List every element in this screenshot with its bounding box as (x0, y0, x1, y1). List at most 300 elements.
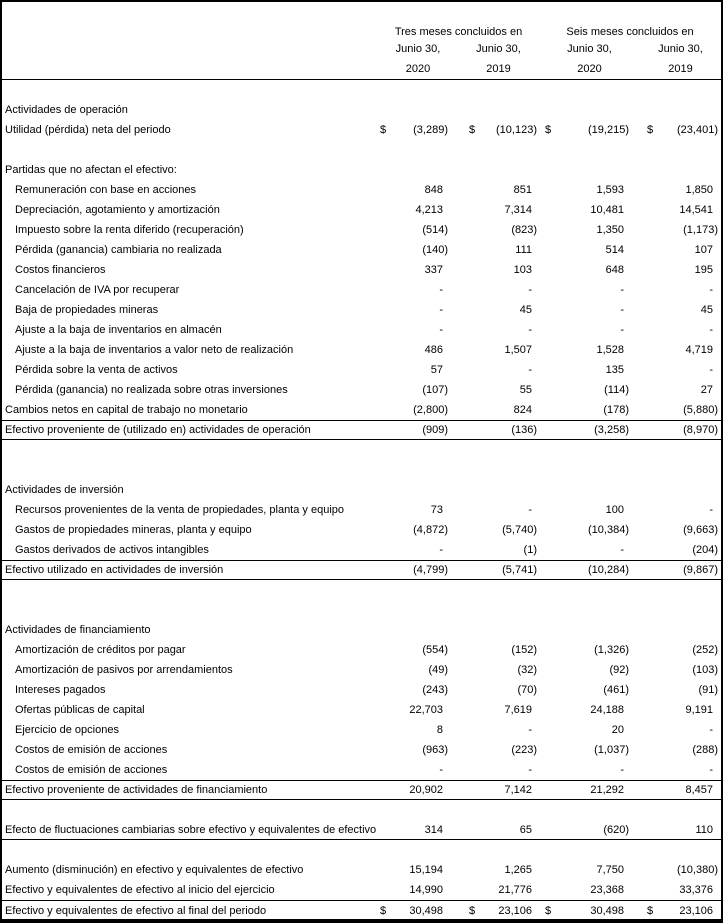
cell-value: - (709, 324, 713, 336)
cell-value: 21,292 (590, 784, 624, 796)
currency-symbol: $ (469, 904, 476, 917)
cell-value: (1,173) (683, 224, 718, 236)
row-label: Efectivo utilizado en actividades de inversión (5, 564, 224, 576)
cell-value: (243) (422, 684, 448, 696)
value-cell (632, 740, 721, 760)
row-label: Costos financieros (15, 264, 106, 276)
cell-value: (32) (517, 664, 537, 676)
cell-value: 314 (424, 823, 443, 836)
value-cell (539, 380, 632, 400)
column-year-4: 2019 (668, 63, 693, 75)
cell-value: (9,867) (683, 564, 718, 576)
row-label: Costos de emisión de acciones (15, 744, 168, 756)
cell-value: 1,593 (596, 184, 624, 196)
value-cell (632, 860, 721, 880)
row-label: Ofertas públicas de capital (15, 704, 145, 716)
table-row (2, 520, 721, 540)
cell-value: 7,314 (504, 204, 532, 216)
table-row (2, 320, 721, 340)
cell-value: 103 (513, 264, 532, 276)
value-cell (450, 760, 539, 780)
table-row (2, 380, 721, 400)
value-cell (539, 220, 632, 240)
cell-value: (9,663) (683, 524, 718, 536)
row-label: Actividades de operación (5, 104, 128, 116)
value-cell (632, 561, 721, 579)
table-row (2, 120, 721, 140)
value-cell (539, 820, 632, 839)
spacer-row (2, 460, 721, 480)
cell-value: 23,106 (679, 904, 713, 917)
cell-value: 33,376 (679, 884, 713, 896)
cell-value: (10,123) (496, 124, 537, 136)
cell-value: 20 (611, 724, 624, 736)
cell-value: - (528, 284, 532, 296)
cell-value: - (528, 764, 532, 776)
cell-value: (152) (511, 644, 537, 656)
cell-value: (963) (422, 744, 448, 756)
value-cell (632, 360, 721, 380)
row-label: Pérdida (ganancia) no realizada sobre otras inversiones (15, 384, 288, 396)
cell-value: (103) (692, 664, 718, 676)
currency-symbol: $ (647, 904, 654, 917)
cell-value: (49) (428, 664, 448, 676)
cell-value: 7,750 (596, 864, 624, 876)
value-cell (632, 320, 721, 340)
cell-value: (5,741) (502, 564, 537, 576)
value-cell (632, 820, 721, 839)
table-row (2, 640, 721, 660)
column-date-row (2, 39, 721, 59)
value-cell (378, 720, 450, 740)
cell-value: 55 (519, 384, 532, 396)
cell-value: (10,384) (588, 524, 629, 536)
table-row (2, 860, 721, 880)
row-label: Partidas que no afectan el efectivo: (5, 164, 177, 176)
value-cell (378, 220, 450, 240)
cell-value: 135 (605, 364, 624, 376)
table-row (2, 500, 721, 520)
value-cell (539, 260, 632, 280)
total-row (2, 420, 721, 440)
currency-symbol: $ (469, 124, 476, 136)
value-cell (450, 540, 539, 560)
cell-value: - (439, 304, 443, 316)
value-cell (378, 280, 450, 300)
value-cell (632, 901, 721, 920)
cell-value: (620) (603, 823, 629, 836)
cell-value: (178) (603, 404, 629, 416)
value-cell (632, 240, 721, 260)
table-row (2, 260, 721, 280)
row-label: Gastos de propiedades mineras, planta y equipo (15, 524, 252, 536)
value-cell (632, 760, 721, 780)
cell-value: - (528, 504, 532, 516)
value-cell (450, 561, 539, 579)
table-row (2, 820, 721, 840)
value-cell (539, 880, 632, 900)
cell-value: 24,188 (590, 704, 624, 716)
value-cell (539, 740, 632, 760)
row-label: Efectivo proveniente de (utilizado en) actividades de operación (5, 424, 311, 436)
value-cell (450, 640, 539, 660)
cell-value: - (439, 284, 443, 296)
spacer-row (2, 580, 721, 600)
value-cell (632, 660, 721, 680)
value-cell (450, 180, 539, 200)
table-row (2, 400, 721, 420)
cell-value: (4,872) (413, 524, 448, 536)
cell-value: 57 (430, 364, 443, 376)
value-cell (378, 421, 450, 439)
spacer-row (2, 440, 721, 460)
cell-value: - (620, 544, 624, 556)
cell-value: (114) (604, 384, 629, 396)
value-cell (378, 740, 450, 760)
value-cell (378, 660, 450, 680)
value-cell (632, 300, 721, 320)
table-row (2, 280, 721, 300)
table-row (2, 540, 721, 560)
spacer-row (2, 140, 721, 160)
cell-value: 100 (605, 504, 624, 516)
value-cell (378, 200, 450, 220)
cell-value: 1,850 (685, 184, 713, 196)
cell-value: - (709, 504, 713, 516)
value-cell (539, 860, 632, 880)
cell-value: (1,326) (594, 644, 629, 656)
currency-symbol: $ (647, 124, 654, 136)
value-cell (378, 540, 450, 560)
cell-value: 1,528 (596, 344, 624, 356)
cell-value: 4,719 (685, 344, 713, 356)
section-header-row (2, 480, 721, 500)
total-row (2, 900, 721, 920)
value-cell (539, 421, 632, 439)
row-label: Depreciación, agotamiento y amortización (15, 204, 220, 216)
value-cell (450, 860, 539, 880)
cell-value: 27 (700, 384, 713, 396)
table-row (2, 740, 721, 760)
cell-value: (1,037) (594, 744, 629, 756)
value-cell (450, 740, 539, 760)
value-cell (450, 520, 539, 540)
table-row (2, 300, 721, 320)
row-label: Impuesto sobre la renta diferido (recuperación) (15, 224, 244, 236)
cell-value: (204) (692, 544, 718, 556)
column-year-row (2, 59, 721, 79)
value-cell (632, 540, 721, 560)
value-cell (632, 120, 721, 140)
table-row (2, 220, 721, 240)
cell-value: (823) (511, 224, 537, 236)
cell-value: 7,142 (504, 784, 532, 796)
value-cell (632, 180, 721, 200)
value-cell (632, 880, 721, 900)
row-label: Efecto de fluctuaciones cambiarias sobre efectivo y equivalentes de efectivo (5, 823, 377, 836)
section-header-row (2, 100, 721, 120)
value-cell (378, 760, 450, 780)
value-cell (632, 680, 721, 700)
cell-value: 851 (513, 184, 532, 196)
value-cell (539, 781, 632, 799)
cell-value: (10,284) (588, 564, 629, 576)
value-cell (539, 520, 632, 540)
table-row (2, 200, 721, 220)
value-cell (632, 220, 721, 240)
cell-value: 21,776 (498, 884, 532, 896)
value-cell (450, 781, 539, 799)
spacer-row (2, 600, 721, 620)
cell-value: - (528, 364, 532, 376)
cell-value: 7,619 (504, 704, 532, 716)
cell-value: (514) (422, 224, 448, 236)
row-label: Gastos derivados de activos intangibles (15, 544, 209, 556)
value-cell (450, 660, 539, 680)
value-cell (450, 820, 539, 839)
value-cell (539, 200, 632, 220)
cell-value: - (620, 764, 624, 776)
cell-value: (3,258) (594, 424, 629, 436)
value-cell (450, 320, 539, 340)
cell-value: (223) (511, 744, 537, 756)
column-date-4: Junio 30, (658, 43, 703, 55)
value-cell (450, 360, 539, 380)
column-date-2: Junio 30, (476, 43, 521, 55)
cell-value: 195 (694, 264, 713, 276)
cell-value: - (620, 304, 624, 316)
cell-value: (4,799) (413, 564, 448, 576)
cell-value: 15,194 (409, 864, 443, 876)
table-row (2, 880, 721, 900)
value-cell (378, 561, 450, 579)
row-label: Baja de propiedades mineras (15, 304, 159, 316)
value-cell (632, 781, 721, 799)
cell-value: 9,191 (685, 704, 713, 716)
row-label: Utilidad (pérdida) neta del periodo (5, 124, 171, 136)
value-cell (450, 280, 539, 300)
table-row (2, 240, 721, 260)
value-cell (539, 120, 632, 140)
cell-value: 111 (515, 244, 532, 256)
cell-value: 4,213 (415, 204, 443, 216)
cell-value: (2,800) (413, 404, 448, 416)
table-row (2, 720, 721, 740)
value-cell (378, 320, 450, 340)
value-cell (539, 660, 632, 680)
value-cell (539, 640, 632, 660)
cell-value: (10,380) (677, 864, 718, 876)
value-cell (539, 700, 632, 720)
value-cell (539, 500, 632, 520)
value-cell (539, 280, 632, 300)
cell-value: (70) (517, 684, 537, 696)
value-cell (539, 901, 632, 920)
cell-value: 30,498 (409, 904, 443, 917)
value-cell (378, 240, 450, 260)
value-cell (378, 400, 450, 420)
row-label: Pérdida sobre la venta de activos (15, 364, 178, 376)
value-cell (378, 120, 450, 140)
total-row (2, 560, 721, 580)
value-cell (378, 880, 450, 900)
value-cell (378, 500, 450, 520)
row-label: Amortización de créditos por pagar (15, 644, 186, 656)
value-cell (539, 300, 632, 320)
value-cell (450, 880, 539, 900)
value-cell (539, 320, 632, 340)
cell-value: - (709, 764, 713, 776)
section-header-row (2, 620, 721, 640)
cell-value: 14,990 (409, 884, 443, 896)
value-cell (632, 200, 721, 220)
value-cell (632, 700, 721, 720)
value-cell (378, 260, 450, 280)
cell-value: 23,368 (590, 884, 624, 896)
table-row (2, 660, 721, 680)
cell-value: 337 (424, 264, 443, 276)
period-group-row (2, 2, 721, 39)
table-row (2, 680, 721, 700)
value-cell (632, 380, 721, 400)
value-cell (632, 720, 721, 740)
cell-value: 824 (513, 404, 532, 416)
column-year-3: 2020 (577, 63, 602, 75)
cell-value: 23,106 (498, 904, 532, 917)
cell-value: - (439, 544, 443, 556)
row-label: Ejercicio de opciones (15, 724, 119, 736)
cell-value: 22,703 (409, 704, 443, 716)
cell-value: 1,507 (504, 344, 532, 356)
value-cell (632, 640, 721, 660)
period-group-six-months: Seis meses concluidos en (566, 26, 694, 38)
value-cell (539, 180, 632, 200)
row-label: Recursos provenientes de la venta de propiedades, planta y equipo (15, 504, 345, 516)
value-cell (450, 220, 539, 240)
spacer-row (2, 840, 721, 860)
cell-value: 1,350 (596, 224, 624, 236)
cell-value: - (709, 284, 713, 296)
row-label: Efectivo proveniente de actividades de financiamiento (5, 784, 268, 796)
cell-value: (8,970) (683, 424, 718, 436)
cell-value: 14,541 (679, 204, 713, 216)
spacer-row (2, 80, 721, 100)
value-cell (378, 901, 450, 920)
section-header-row (2, 160, 721, 180)
column-date-1: Junio 30, (395, 43, 441, 55)
cell-value: (461) (603, 684, 629, 696)
value-cell (450, 400, 539, 420)
cell-value: 10,481 (590, 204, 624, 216)
row-label: Efectivo y equivalentes de efectivo al final del periodo (5, 904, 267, 917)
cell-value: 73 (430, 504, 443, 516)
value-cell (378, 700, 450, 720)
table-row (2, 360, 721, 380)
value-cell (632, 400, 721, 420)
value-cell (450, 200, 539, 220)
value-cell (378, 360, 450, 380)
value-cell (378, 781, 450, 799)
value-cell (378, 680, 450, 700)
cell-value: - (620, 284, 624, 296)
cell-value: - (439, 764, 443, 776)
row-label: Amortización de pasivos por arrendamientos (15, 664, 233, 676)
value-cell (450, 120, 539, 140)
cell-value: - (528, 724, 532, 736)
value-cell (378, 640, 450, 660)
value-cell (632, 500, 721, 520)
value-cell (539, 720, 632, 740)
row-label: Intereses pagados (15, 684, 106, 696)
value-cell (450, 421, 539, 439)
cell-value: 45 (519, 304, 532, 316)
cell-value: (288) (692, 744, 718, 756)
value-cell (632, 421, 721, 439)
cell-value: (19,215) (588, 124, 629, 136)
row-label: Actividades de financiamiento (5, 624, 151, 636)
currency-symbol: $ (545, 904, 552, 917)
total-row (2, 780, 721, 800)
cell-value: 648 (605, 264, 624, 276)
cell-value: (107) (422, 384, 448, 396)
value-cell (378, 300, 450, 320)
value-cell (450, 901, 539, 920)
value-cell (539, 360, 632, 380)
cell-value: 8,457 (685, 784, 713, 796)
row-label: Costos de emisión de acciones (15, 764, 168, 776)
cell-value: (136) (511, 424, 537, 436)
currency-symbol: $ (380, 124, 387, 136)
row-label: Efectivo y equivalentes de efectivo al inicio del ejercicio (5, 884, 275, 896)
cell-value: 848 (424, 184, 443, 196)
value-cell (450, 340, 539, 360)
value-cell (378, 520, 450, 540)
table-row (2, 700, 721, 720)
cell-value: - (528, 324, 532, 336)
row-label: Actividades de inversión (5, 484, 124, 496)
cell-value: 45 (700, 304, 713, 316)
value-cell (450, 240, 539, 260)
cell-value: 30,498 (590, 904, 624, 917)
cell-value: (5,880) (683, 404, 718, 416)
value-cell (539, 400, 632, 420)
cell-value: 514 (605, 244, 624, 256)
cell-value: - (709, 364, 713, 376)
row-label: Pérdida (ganancia) cambiaria no realizada (15, 244, 222, 256)
spacer-row (2, 800, 721, 820)
cell-value: (1) (523, 544, 537, 556)
value-cell (378, 180, 450, 200)
column-date-3: Junio 30, (567, 43, 612, 55)
value-cell (450, 300, 539, 320)
value-cell (450, 260, 539, 280)
value-cell (378, 340, 450, 360)
table-header (2, 2, 721, 80)
cell-value: (92) (609, 664, 629, 676)
cell-value: (91) (698, 684, 718, 696)
cell-value: (5,740) (502, 524, 537, 536)
cell-value: 65 (519, 823, 532, 836)
currency-symbol: $ (380, 904, 387, 917)
cell-value: (909) (422, 424, 448, 436)
value-cell (450, 680, 539, 700)
cell-value: (23,401) (677, 124, 718, 136)
value-cell (539, 540, 632, 560)
value-cell (378, 820, 450, 839)
cell-value: - (620, 324, 624, 336)
period-group-three-months: Tres meses concluidos en (394, 26, 523, 38)
value-cell (378, 380, 450, 400)
